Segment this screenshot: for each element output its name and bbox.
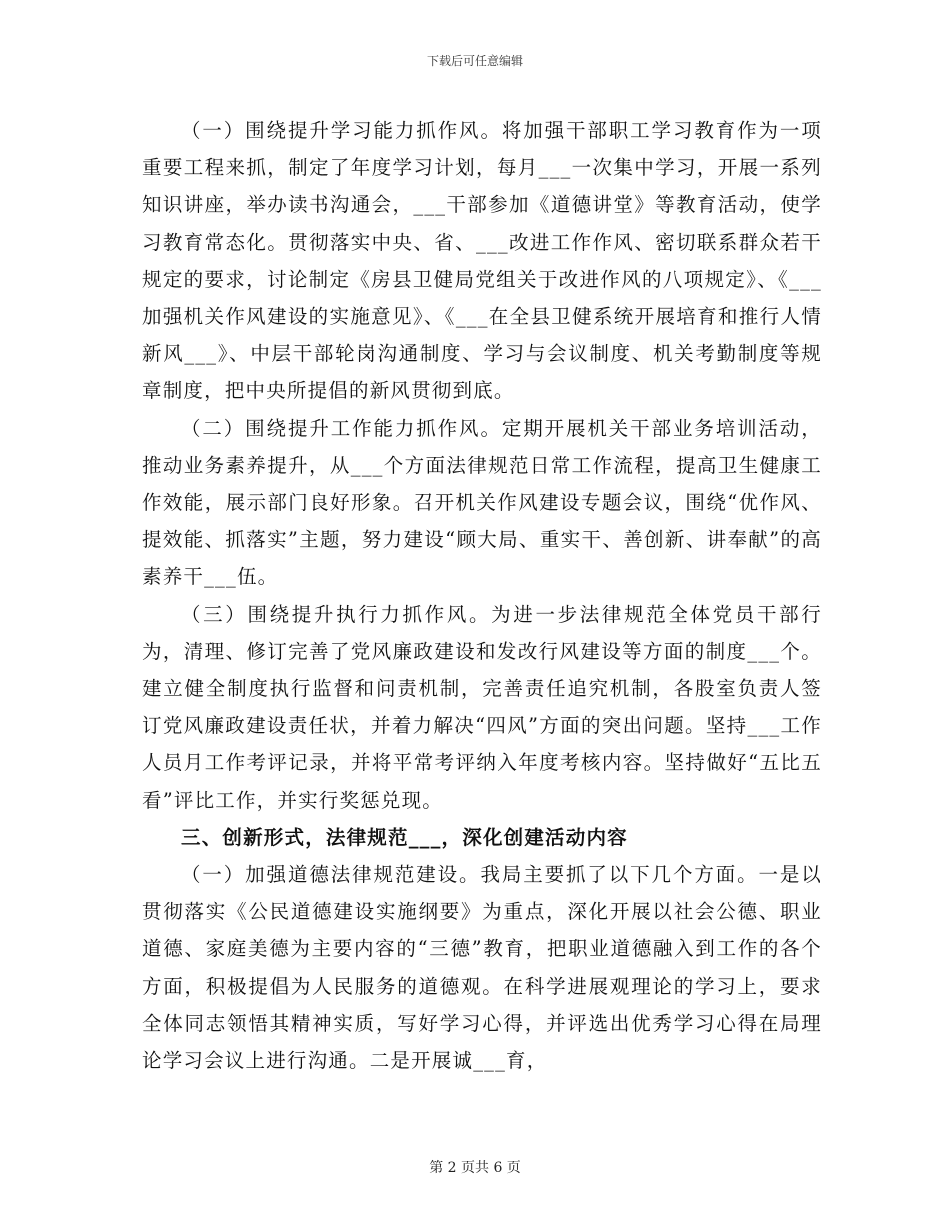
paragraph-3: （三）围绕提升执行力抓作风。为进一步法律规范全体党员干部行为，清理、修订完善了党风廉政建设和发改行风建设等方面的制度___个。建立健全制度执行监督和问责机制，完善责任追究机制，各股室负责人签订党风廉政建设责任状，并着力解决“四风”方面的突出问题。坚持___工作人员月工作考评记录，并将平常考评纳入年度考核内容。坚持做好“五比五看”评比工作，并实行奖惩兑现。	[142, 602, 822, 812]
page-footer: 第 2 页共 6 页	[429, 1160, 521, 1176]
section-heading: 三、创新形式，法律规范___，深化创建活动内容	[181, 825, 628, 849]
page-header: 下载后可任意编辑	[426, 54, 523, 68]
paragraph-4: （一）加强道德法律规范建设。我局主要抓了以下几个方面。一是以贯彻落实《公民道德建设实施纲要》为重点，深化开展以社会公德、职业道德、家庭美德为主要内容的“三德”教育，把职业道德融入到工作的各个方面，积极提倡为人民服务的道德观。在科学进展观理论的学习上，要求全体同志领悟其精神实质，写好学习心得，并评选出优秀学习心得在局理论学习会议上进行沟通。二是开展诚___育，	[142, 863, 822, 1073]
document-body	[142, 112, 822, 1079]
paragraph-2: （二）围绕提升工作能力抓作风。定期开展机关干部业务培训活动，推动业务素养提升，从___个方面法律规范日常工作流程，提高卫生健康工作效能，展示部门良好形象。召开机关作风建设专题会议，围绕“优作风、提效能、抓落实”主题，努力建设“顾大局、重实干、善创新、讲奉献”的高素养干___伍。	[142, 416, 822, 589]
paragraph-1: （一）围绕提升学习能力抓作风。将加强干部职工学习教育作为一项重要工程来抓，制定了年度学习计划，每月___一次集中学习，开展一系列知识讲座，举办读书沟通会，___干部参加《道德讲堂》等教育活动，使学习教育常态化。贯彻落实中央、省、___改进工作作风、密切联系群众若干规定的要求，讨论制定《房县卫健局党组关于改进作风的八项规定》、《___加强机关作风建设的实施意见》、《___在全县卫健系统开展培育和推行人情新风___》、中层干部轮岗沟通制度、学习与会议制度、机关考勤制度等规章制度，把中央所提倡的新风贯彻到底。	[142, 119, 822, 403]
